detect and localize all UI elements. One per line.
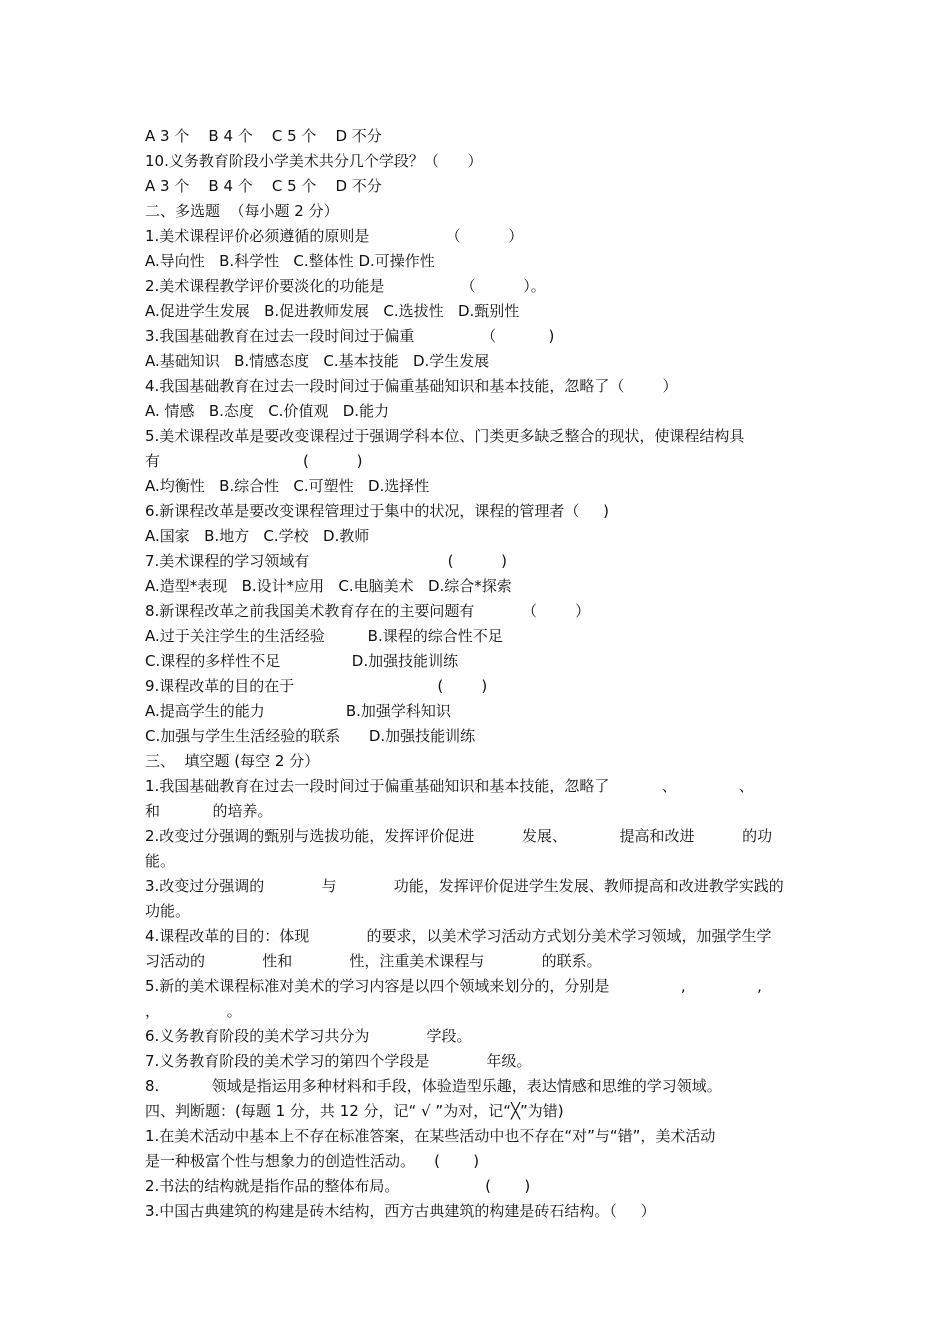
question-line: 5.美术课程改革是要改变课程过于强调学科本位、门类更多缺乏整合的现状，使课程结构具 xyxy=(145,427,745,445)
fill-question-line-continued: 能。 xyxy=(145,852,176,870)
judge-question-line: 1.在美术活动中基本上不存在标准答案，在某些活动中也不存在“对”与“错”，美术活动 xyxy=(145,1127,716,1145)
question-line: 9.课程改革的目的在于 ( ) xyxy=(145,677,488,695)
question-line: 6.新课程改革是要改变课程管理过于集中的状况，课程的管理者（ ) xyxy=(145,502,610,520)
question-line: 1.美术课程评价必须遵循的原则是 （ ） xyxy=(145,227,524,245)
fill-question-line-continued: 和 的培养。 xyxy=(145,802,273,820)
option-line: C.加强与学生生活经验的联系 D.加强技能训练 xyxy=(145,727,476,745)
section-heading: 三、 填空题 (每空 2 分） xyxy=(145,752,320,770)
option-line: A.基础知识 B.情感态度 C.基本技能 D.学生发展 xyxy=(145,352,490,370)
judge-question-line: 3.中国古典建筑的构建是砖木结构，西方古典建筑的构建是砖石结构。（ ） xyxy=(145,1202,656,1220)
option-line: A.导向性 B.科学性 C.整体性 D.可操作性 xyxy=(145,252,435,270)
judge-question-line: 2.书法的结构就是指作品的整体布局。 ( ) xyxy=(145,1177,531,1195)
question-line: 2.美术课程教学评价要淡化的功能是 （ ）。 xyxy=(145,277,546,295)
question-line: 7.美术课程的学习领域有 ( ) xyxy=(145,552,507,570)
section-heading: 二、多选题 （每小题 2 分） xyxy=(145,202,339,220)
option-line: A. 情感 B.态度 C.价值观 D.能力 xyxy=(145,402,390,420)
question-line: 4.我国基础教育在过去一段时间过于偏重基础知识和基本技能，忽略了（ ） xyxy=(145,377,678,395)
fill-question-line: 6.义务教育阶段的美术学习共分为 学段。 xyxy=(145,1027,472,1045)
option-line: A.造型*表现 B.设计*应用 C.电脑美术 D.综合*探索 xyxy=(145,577,512,595)
fill-question-line: 7.义务教育阶段的美术学习的第四个学段是 年级。 xyxy=(145,1052,532,1070)
option-line: A.过于关注学生的生活经验 B.课程的综合性不足 xyxy=(145,627,503,645)
option-line: A.国家 B.地方 C.学校 D.教师 xyxy=(145,527,370,545)
question-line-continued: 有 ( ) xyxy=(145,452,363,470)
option-line: A 3 个 B 4 个 C 5 个 D 不分 xyxy=(145,127,382,145)
option-line: A 3 个 B 4 个 C 5 个 D 不分 xyxy=(145,177,382,195)
fill-question-line: 5.新的美术课程标准对美术的学习内容是以四个领域来划分的，分别是 , , xyxy=(145,977,762,995)
fill-question-line: 4.课程改革的目的：体现 的要求，以美术学习活动方式划分美术学习领域，加强学生学 xyxy=(145,927,772,945)
option-line: C.课程的多样性不足 D.加强技能训练 xyxy=(145,652,459,670)
fill-question-line-continued: 习活动的 性和 性，注重美术课程与 的联系。 xyxy=(145,952,602,970)
option-line: A.均衡性 B.综合性 C.可塑性 D.选择性 xyxy=(145,477,430,495)
option-line: A.提高学生的能力 B.加强学科知识 xyxy=(145,702,451,720)
fill-question-line: 2.改变过分强调的甄别与选拔功能，发挥评价促进 发展、 提高和改进 的功 xyxy=(145,827,773,845)
fill-question-line-continued: ， 。 xyxy=(145,1002,242,1020)
option-line: A.促进学生发展 B.促进教师发展 C.选拔性 D.甄别性 xyxy=(145,302,520,320)
question-line: 10.义务教育阶段小学美术共分几个学段？（ ） xyxy=(145,152,483,170)
fill-question-line: 8. 领域是指运用多种材料和手段，体验造型乐趣，表达情感和思维的学习领域。 xyxy=(145,1077,722,1095)
question-line: 3.我国基础教育在过去一段时间过于偏重 （ ) xyxy=(145,327,555,345)
question-line: 8.新课程改革之前我国美术教育存在的主要问题有 （ ） xyxy=(145,602,591,620)
fill-question-line: 3.改变过分强调的 与 功能，发挥评价促进学生发展、教师提高和改进教学实践的 xyxy=(145,877,784,895)
section-heading: 四、判断题：(每题 1 分，共 12 分，记“ √ ”为对，记“╳”为错) xyxy=(145,1102,564,1120)
fill-question-line: 1.我国基础教育在过去一段时间过于偏重基础知识和基本技能，忽略了 、 、 xyxy=(145,777,754,795)
document-body xyxy=(145,124,810,1224)
judge-question-line-continued: 是一种极富个性与想象力的创造性活动。 ( ) xyxy=(145,1152,480,1170)
fill-question-line-continued: 功能。 xyxy=(145,902,191,920)
